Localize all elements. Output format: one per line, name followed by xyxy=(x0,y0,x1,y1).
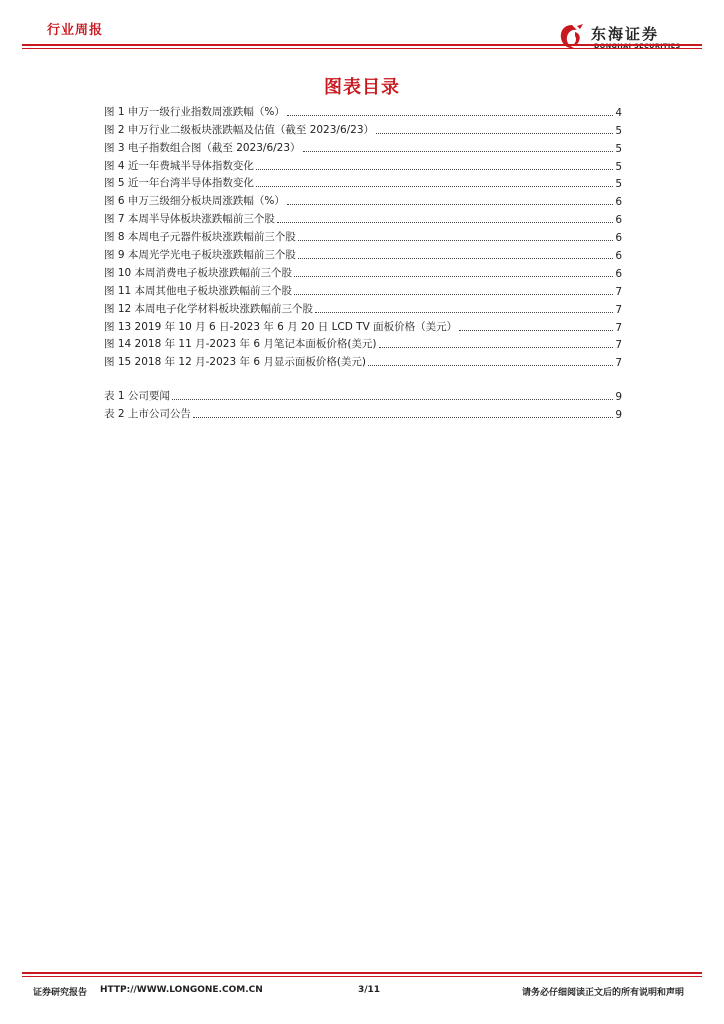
header-divider-thin xyxy=(22,48,702,49)
toc-entry-label: 图 2 申万行业二级板块涨跌幅及估值（截至 2023/6/23） xyxy=(104,123,375,136)
footer-divider xyxy=(22,972,702,974)
dot-leader xyxy=(277,222,613,223)
toc-entry-label: 图 9 本周光学光电子板块涨跌幅前三个股 xyxy=(104,249,296,262)
logo-chinese-name: 东海证券 xyxy=(591,25,660,43)
toc-entry-label: 图 4 近一年费城半导体指数变化 xyxy=(104,159,254,172)
toc-entry-label: 图 10 本周消费电子板块涨跌幅前三个股 xyxy=(104,266,293,279)
toc-entry[interactable] xyxy=(104,101,622,119)
dot-leader xyxy=(294,294,613,295)
toc-entry-page: 5 xyxy=(615,178,622,191)
toc-entry-page: 9 xyxy=(615,391,622,404)
toc-entry-page: 4 xyxy=(615,106,622,119)
toc-entry[interactable] xyxy=(104,403,622,421)
toc-entry[interactable] xyxy=(104,280,622,298)
dot-leader xyxy=(459,330,613,331)
dot-leader xyxy=(287,204,613,205)
dot-leader xyxy=(193,417,613,418)
toc-entry-page: 6 xyxy=(615,196,622,209)
dot-leader xyxy=(379,347,614,348)
dot-leader xyxy=(298,258,613,259)
toc-entry[interactable] xyxy=(104,298,622,316)
toc-entry-label: 图 1 申万一级行业指数周涨跌幅（%） xyxy=(104,105,285,118)
toc-entry-page: 7 xyxy=(615,303,622,316)
toc-entry-page: 6 xyxy=(615,214,622,227)
dot-leader xyxy=(256,186,613,187)
dot-leader xyxy=(376,133,613,134)
toc-entry[interactable] xyxy=(104,208,622,226)
toc-entry[interactable] xyxy=(104,190,622,208)
toc-entry-page: 7 xyxy=(615,357,622,370)
table-list xyxy=(104,385,622,421)
toc-entry-page: 5 xyxy=(615,142,622,155)
toc-entry[interactable] xyxy=(104,226,622,244)
toc-entry-page: 7 xyxy=(615,339,622,352)
header-divider xyxy=(22,44,702,46)
toc-entry[interactable] xyxy=(104,316,622,334)
dot-leader xyxy=(298,240,613,241)
footer-disclaimer: 请务必仔细阅读正文后的所有说明和声明 xyxy=(522,988,685,998)
dot-leader xyxy=(256,169,613,170)
toc-entry-page: 5 xyxy=(615,124,622,137)
logo-english-name: DONGHAI SECURITIES xyxy=(594,42,681,50)
toc-entry-label: 图 6 申万三级细分板块周涨跌幅（%） xyxy=(104,195,285,208)
dot-leader xyxy=(172,399,613,400)
toc-entry-label: 表 1 公司要闻 xyxy=(104,390,170,403)
toc-entry-label: 图 7 本周半导体板块涨跌幅前三个股 xyxy=(104,213,275,226)
toc-entry-label: 图 13 2019 年 10 月 6 日-2023 年 6 月 20 日 LCD TV 面板价格（美元） xyxy=(104,320,458,333)
figure-list xyxy=(104,101,622,369)
toc-entry-page: 6 xyxy=(615,232,622,245)
toc-entry-page: 7 xyxy=(615,285,622,298)
toc-entry[interactable] xyxy=(104,385,622,403)
dot-leader xyxy=(303,151,614,152)
dot-leader xyxy=(287,115,613,116)
toc-entry[interactable] xyxy=(104,262,622,280)
footer-website-link[interactable]: HTTP://WWW.LONGONE.COM.CN xyxy=(100,985,263,995)
toc-entry[interactable] xyxy=(104,244,622,262)
toc-entry-label: 图 5 近一年台湾半导体指数变化 xyxy=(104,177,254,190)
toc-entry[interactable] xyxy=(104,119,622,137)
toc-entry-page: 5 xyxy=(615,160,622,173)
toc-entry-label: 图 11 本周其他电子板块涨跌幅前三个股 xyxy=(104,284,293,297)
dot-leader xyxy=(315,312,613,313)
toc-entry-label: 图 14 2018 年 11 月-2023 年 6 月笔记本面板价格(美元) xyxy=(104,338,377,351)
toc-entry-label: 图 15 2018 年 12 月-2023 年 6 月显示面板价格(美元) xyxy=(104,356,367,369)
footer-divider-thin xyxy=(22,976,702,977)
dot-leader xyxy=(294,276,613,277)
toc-entry[interactable] xyxy=(104,137,622,155)
toc-entry-label: 表 2 上市公司公告 xyxy=(104,408,191,421)
toc-entry-page: 7 xyxy=(615,321,622,334)
footer-report-label: 证券研究报告 xyxy=(33,988,88,998)
list-gap xyxy=(104,369,622,385)
footer-page-number: 3/11 xyxy=(358,985,381,995)
toc-entry-label: 图 12 本周电子化学材料板块涨跌幅前三个股 xyxy=(104,302,314,315)
toc-entry-label: 图 8 本周电子元器件板块涨跌幅前三个股 xyxy=(104,231,296,244)
toc-entry[interactable] xyxy=(104,334,622,352)
toc-entry[interactable] xyxy=(104,173,622,191)
toc-entry-page: 6 xyxy=(615,250,622,263)
toc-entry[interactable] xyxy=(104,351,622,369)
toc-title: 图表目录 xyxy=(324,77,400,98)
toc-entry-page: 9 xyxy=(615,409,622,422)
report-type-label: 行业周报 xyxy=(47,23,104,38)
toc-entry-label: 图 3 电子指数组合图（截至 2023/6/23） xyxy=(104,141,301,154)
dot-leader xyxy=(368,365,613,366)
toc-entry-page: 6 xyxy=(615,267,622,280)
table-of-figures xyxy=(104,101,622,421)
toc-entry[interactable] xyxy=(104,155,622,173)
